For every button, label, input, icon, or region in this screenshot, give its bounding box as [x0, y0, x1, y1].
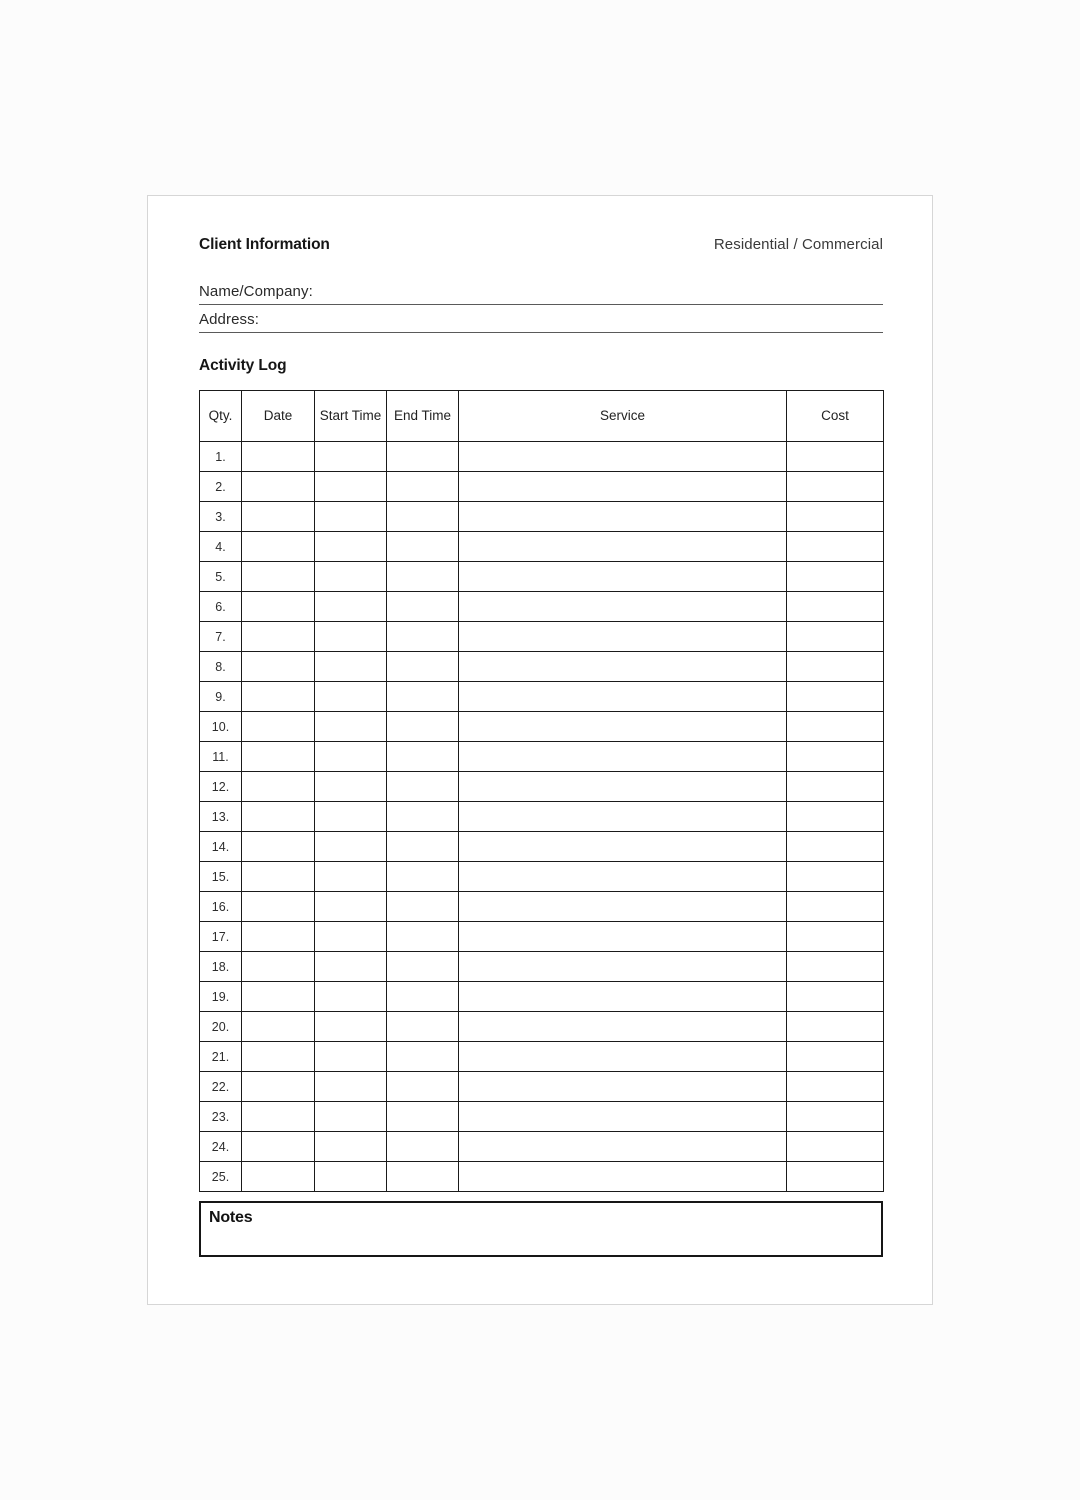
- cell-cost[interactable]: [787, 1012, 884, 1042]
- cell-end[interactable]: [387, 772, 459, 802]
- cell-date[interactable]: [242, 1132, 315, 1162]
- cell-svc[interactable]: [459, 952, 787, 982]
- cell-start[interactable]: [315, 742, 387, 772]
- table-row: [200, 682, 884, 712]
- table-row: [200, 712, 884, 742]
- table-row: [200, 472, 884, 502]
- cell-cost[interactable]: [787, 622, 884, 652]
- cell-start[interactable]: [315, 502, 387, 532]
- cell-start[interactable]: [315, 442, 387, 472]
- row-number-cell: 14.: [200, 832, 242, 862]
- cell-svc[interactable]: [459, 1042, 787, 1072]
- row-number-cell: 17.: [200, 922, 242, 952]
- cell-svc[interactable]: [459, 652, 787, 682]
- cell-svc[interactable]: [459, 862, 787, 892]
- table-row: [200, 652, 884, 682]
- cell-start[interactable]: [315, 1162, 387, 1192]
- notes-box[interactable]: [199, 1201, 883, 1257]
- cell-date[interactable]: [242, 982, 315, 1012]
- table-row: [200, 832, 884, 862]
- cell-cost[interactable]: [787, 772, 884, 802]
- cell-start[interactable]: [315, 592, 387, 622]
- cell-svc[interactable]: [459, 682, 787, 712]
- table-row: [200, 892, 884, 922]
- cell-end[interactable]: [387, 592, 459, 622]
- cell-cost[interactable]: [787, 982, 884, 1012]
- cell-start[interactable]: [315, 562, 387, 592]
- cell-cost[interactable]: [787, 862, 884, 892]
- document-page: [147, 195, 933, 1305]
- cell-svc[interactable]: [459, 1072, 787, 1102]
- cell-cost[interactable]: [787, 472, 884, 502]
- cell-date[interactable]: [242, 952, 315, 982]
- column-header-start-time: Start Time: [315, 391, 387, 442]
- cell-date[interactable]: [242, 472, 315, 502]
- table-row: [200, 532, 884, 562]
- table-row: [200, 1132, 884, 1162]
- cell-cost[interactable]: [787, 442, 884, 472]
- cell-start[interactable]: [315, 772, 387, 802]
- notes-label: Notes: [209, 1209, 253, 1226]
- table-row: [200, 982, 884, 1012]
- activity-log-title: Activity Log: [199, 357, 287, 374]
- row-number-cell: 23.: [200, 1102, 242, 1132]
- cell-start[interactable]: [315, 712, 387, 742]
- cell-cost[interactable]: [787, 1102, 884, 1132]
- cell-end[interactable]: [387, 502, 459, 532]
- row-number-cell: 10.: [200, 712, 242, 742]
- row-number-cell: 9.: [200, 682, 242, 712]
- cell-date[interactable]: [242, 1012, 315, 1042]
- cell-date[interactable]: [242, 442, 315, 472]
- cell-end[interactable]: [387, 922, 459, 952]
- cell-svc[interactable]: [459, 1132, 787, 1162]
- cell-date[interactable]: [242, 742, 315, 772]
- cell-date[interactable]: [242, 802, 315, 832]
- table-row: [200, 772, 884, 802]
- row-number-cell: 24.: [200, 1132, 242, 1162]
- cell-end[interactable]: [387, 562, 459, 592]
- cell-start[interactable]: [315, 982, 387, 1012]
- table-row: [200, 622, 884, 652]
- client-type-label[interactable]: Residential / Commercial: [713, 236, 883, 253]
- row-number-cell: 5.: [200, 562, 242, 592]
- cell-date[interactable]: [242, 1042, 315, 1072]
- row-number-cell: 3.: [200, 502, 242, 532]
- table-body: [200, 442, 884, 1192]
- row-number-cell: 2.: [200, 472, 242, 502]
- cell-start[interactable]: [315, 532, 387, 562]
- cell-cost[interactable]: [787, 532, 884, 562]
- cell-start[interactable]: [315, 1072, 387, 1102]
- cell-svc[interactable]: [459, 802, 787, 832]
- cell-date[interactable]: [242, 1102, 315, 1132]
- cell-date[interactable]: [242, 502, 315, 532]
- cell-svc[interactable]: [459, 562, 787, 592]
- cell-svc[interactable]: [459, 742, 787, 772]
- table-row: [200, 742, 884, 772]
- cell-end[interactable]: [387, 892, 459, 922]
- cell-cost[interactable]: [787, 712, 884, 742]
- cell-cost[interactable]: [787, 1132, 884, 1162]
- cell-date[interactable]: [242, 562, 315, 592]
- table-row: [200, 562, 884, 592]
- cell-date[interactable]: [242, 922, 315, 952]
- row-number-cell: 13.: [200, 802, 242, 832]
- cell-start[interactable]: [315, 892, 387, 922]
- row-number-cell: 7.: [200, 622, 242, 652]
- cell-cost[interactable]: [787, 562, 884, 592]
- cell-svc[interactable]: [459, 922, 787, 952]
- cell-date[interactable]: [242, 1072, 315, 1102]
- cell-start[interactable]: [315, 832, 387, 862]
- row-number-cell: 1.: [200, 442, 242, 472]
- cell-start[interactable]: [315, 1042, 387, 1072]
- cell-start[interactable]: [315, 472, 387, 502]
- cell-svc[interactable]: [459, 592, 787, 622]
- cell-cost[interactable]: [787, 592, 884, 622]
- row-number-cell: 22.: [200, 1072, 242, 1102]
- cell-cost[interactable]: [787, 892, 884, 922]
- row-number-cell: 4.: [200, 532, 242, 562]
- cell-cost[interactable]: [787, 742, 884, 772]
- cell-svc[interactable]: [459, 982, 787, 1012]
- row-number-cell: 18.: [200, 952, 242, 982]
- cell-svc[interactable]: [459, 472, 787, 502]
- cell-start[interactable]: [315, 802, 387, 832]
- cell-svc[interactable]: [459, 832, 787, 862]
- table-row: [200, 862, 884, 892]
- cell-date[interactable]: [242, 892, 315, 922]
- cell-start[interactable]: [315, 652, 387, 682]
- row-number-cell: 21.: [200, 1042, 242, 1072]
- cell-svc[interactable]: [459, 442, 787, 472]
- cell-start[interactable]: [315, 862, 387, 892]
- row-number-cell: 6.: [200, 592, 242, 622]
- cell-cost[interactable]: [787, 1162, 884, 1192]
- cell-end[interactable]: [387, 832, 459, 862]
- name-company-field[interactable]: Name/Company:: [199, 281, 883, 305]
- cell-end[interactable]: [387, 1042, 459, 1072]
- column-header-date: Date: [242, 391, 315, 442]
- cell-start[interactable]: [315, 682, 387, 712]
- activity-log-table: [199, 390, 884, 1192]
- cell-cost[interactable]: [787, 832, 884, 862]
- client-fields: [199, 281, 883, 333]
- column-header-end-time: End Time: [387, 391, 459, 442]
- cell-end[interactable]: [387, 712, 459, 742]
- cell-date[interactable]: [242, 712, 315, 742]
- table-row: [200, 952, 884, 982]
- cell-end[interactable]: [387, 682, 459, 712]
- cell-end[interactable]: [387, 472, 459, 502]
- cell-svc[interactable]: [459, 622, 787, 652]
- table-row: [200, 1012, 884, 1042]
- cell-svc[interactable]: [459, 1102, 787, 1132]
- column-header-cost: Cost: [787, 391, 884, 442]
- cell-end[interactable]: [387, 652, 459, 682]
- cell-end[interactable]: [387, 802, 459, 832]
- row-number-cell: 15.: [200, 862, 242, 892]
- table-row: [200, 1042, 884, 1072]
- cell-svc[interactable]: [459, 1012, 787, 1042]
- cell-end[interactable]: [387, 1102, 459, 1132]
- cell-date[interactable]: [242, 772, 315, 802]
- cell-start[interactable]: [315, 922, 387, 952]
- cell-end[interactable]: [387, 1162, 459, 1192]
- cell-date[interactable]: [242, 532, 315, 562]
- cell-cost[interactable]: [787, 802, 884, 832]
- row-number-cell: 25.: [200, 1162, 242, 1192]
- table-row: [200, 1072, 884, 1102]
- cell-date[interactable]: [242, 622, 315, 652]
- client-information-title: Client Information: [199, 236, 330, 253]
- cell-start[interactable]: [315, 952, 387, 982]
- page-content: [199, 236, 883, 1257]
- cell-end[interactable]: [387, 1072, 459, 1102]
- cell-start[interactable]: [315, 1102, 387, 1132]
- row-number-cell: 20.: [200, 1012, 242, 1042]
- cell-start[interactable]: [315, 622, 387, 652]
- cell-cost[interactable]: [787, 682, 884, 712]
- address-field[interactable]: Address:: [199, 309, 883, 333]
- row-number-cell: 12.: [200, 772, 242, 802]
- row-number-cell: 11.: [200, 742, 242, 772]
- cell-svc[interactable]: [459, 1162, 787, 1192]
- cell-cost[interactable]: [787, 652, 884, 682]
- cell-end[interactable]: [387, 532, 459, 562]
- cell-date[interactable]: [242, 862, 315, 892]
- cell-end[interactable]: [387, 442, 459, 472]
- cell-cost[interactable]: [787, 922, 884, 952]
- cell-svc[interactable]: [459, 772, 787, 802]
- cell-cost[interactable]: [787, 952, 884, 982]
- cell-svc[interactable]: [459, 712, 787, 742]
- column-header-qty: Qty.: [200, 391, 242, 442]
- cell-end[interactable]: [387, 862, 459, 892]
- column-header-service: Service: [459, 391, 787, 442]
- cell-start[interactable]: [315, 1132, 387, 1162]
- cell-end[interactable]: [387, 982, 459, 1012]
- table-header-row: [200, 391, 884, 442]
- cell-svc[interactable]: [459, 532, 787, 562]
- table-row: [200, 592, 884, 622]
- row-number-cell: 8.: [200, 652, 242, 682]
- table-row: [200, 502, 884, 532]
- cell-end[interactable]: [387, 742, 459, 772]
- table-row: [200, 802, 884, 832]
- cell-end[interactable]: [387, 1132, 459, 1162]
- cell-date[interactable]: [242, 592, 315, 622]
- cell-end[interactable]: [387, 952, 459, 982]
- cell-svc[interactable]: [459, 502, 787, 532]
- table-row: [200, 1102, 884, 1132]
- cell-cost[interactable]: [787, 1042, 884, 1072]
- cell-cost[interactable]: [787, 1072, 884, 1102]
- cell-date[interactable]: [242, 832, 315, 862]
- cell-date[interactable]: [242, 682, 315, 712]
- table-row: [200, 922, 884, 952]
- table-row: [200, 442, 884, 472]
- cell-date[interactable]: [242, 1162, 315, 1192]
- cell-end[interactable]: [387, 622, 459, 652]
- row-number-cell: 16.: [200, 892, 242, 922]
- cell-date[interactable]: [242, 652, 315, 682]
- cell-end[interactable]: [387, 1012, 459, 1042]
- table-row: [200, 1162, 884, 1192]
- cell-svc[interactable]: [459, 892, 787, 922]
- client-information-header: [199, 236, 883, 260]
- cell-start[interactable]: [315, 1012, 387, 1042]
- row-number-cell: 19.: [200, 982, 242, 1012]
- cell-cost[interactable]: [787, 502, 884, 532]
